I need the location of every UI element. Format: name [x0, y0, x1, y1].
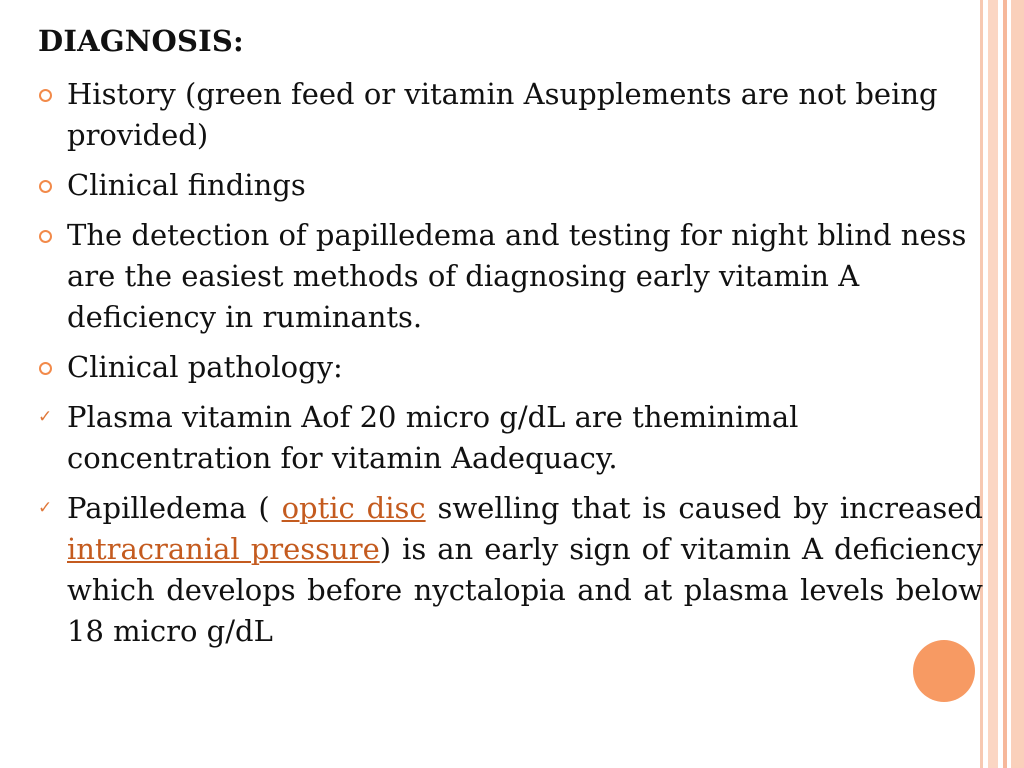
optic-disc-link[interactable]: optic disc	[281, 491, 426, 525]
circle-bullet-icon	[39, 89, 52, 102]
circle-bullet-icon	[39, 230, 52, 243]
decorative-stripe	[1011, 0, 1024, 768]
bullet-text: The detection of papilledema and testing for night blind ness are the easiest methods of diagnosing early vitamin A deficiency in ruminants.	[67, 218, 967, 334]
bullet-plasma-vitamin	[38, 397, 983, 479]
bullet-clinical-findings	[38, 165, 983, 206]
circle-bullet-icon	[39, 362, 52, 375]
check-bullet-icon: ✓	[38, 498, 53, 518]
bullet-text: History (green feed or vitamin Asupplements are not being provided)	[67, 77, 938, 152]
decorative-stripe	[1003, 0, 1007, 768]
intracranial-pressure-link[interactable]: intracranial pressure	[67, 532, 380, 566]
bullet-text: Plasma vitamin Aof 20 micro g/dL are theminimal concentration for vitamin Aadequacy.	[67, 400, 799, 475]
bullet-list	[38, 74, 983, 661]
bullet-text: Clinical findings	[67, 168, 306, 202]
bullet-text-part: swelling that is caused by increased	[425, 491, 983, 525]
decorative-stripe	[988, 0, 998, 768]
bullet-clinical-pathology	[38, 347, 983, 388]
bullet-text: Clinical pathology:	[67, 350, 343, 384]
bullet-papilledema-sign	[38, 488, 983, 652]
bullet-text-part: ) is an early sign of vitamin A deficiency which develops before nyctalopia and at plasma levels below 18 micro g/dL	[67, 532, 983, 648]
circle-bullet-icon	[39, 180, 52, 193]
check-bullet-icon: ✓	[38, 407, 53, 427]
bullet-history	[38, 74, 983, 156]
bullet-text-part: Papilledema (	[67, 491, 282, 525]
slide-title: DIAGNOSIS:	[38, 24, 244, 58]
bullet-papilledema-detection	[38, 215, 983, 338]
